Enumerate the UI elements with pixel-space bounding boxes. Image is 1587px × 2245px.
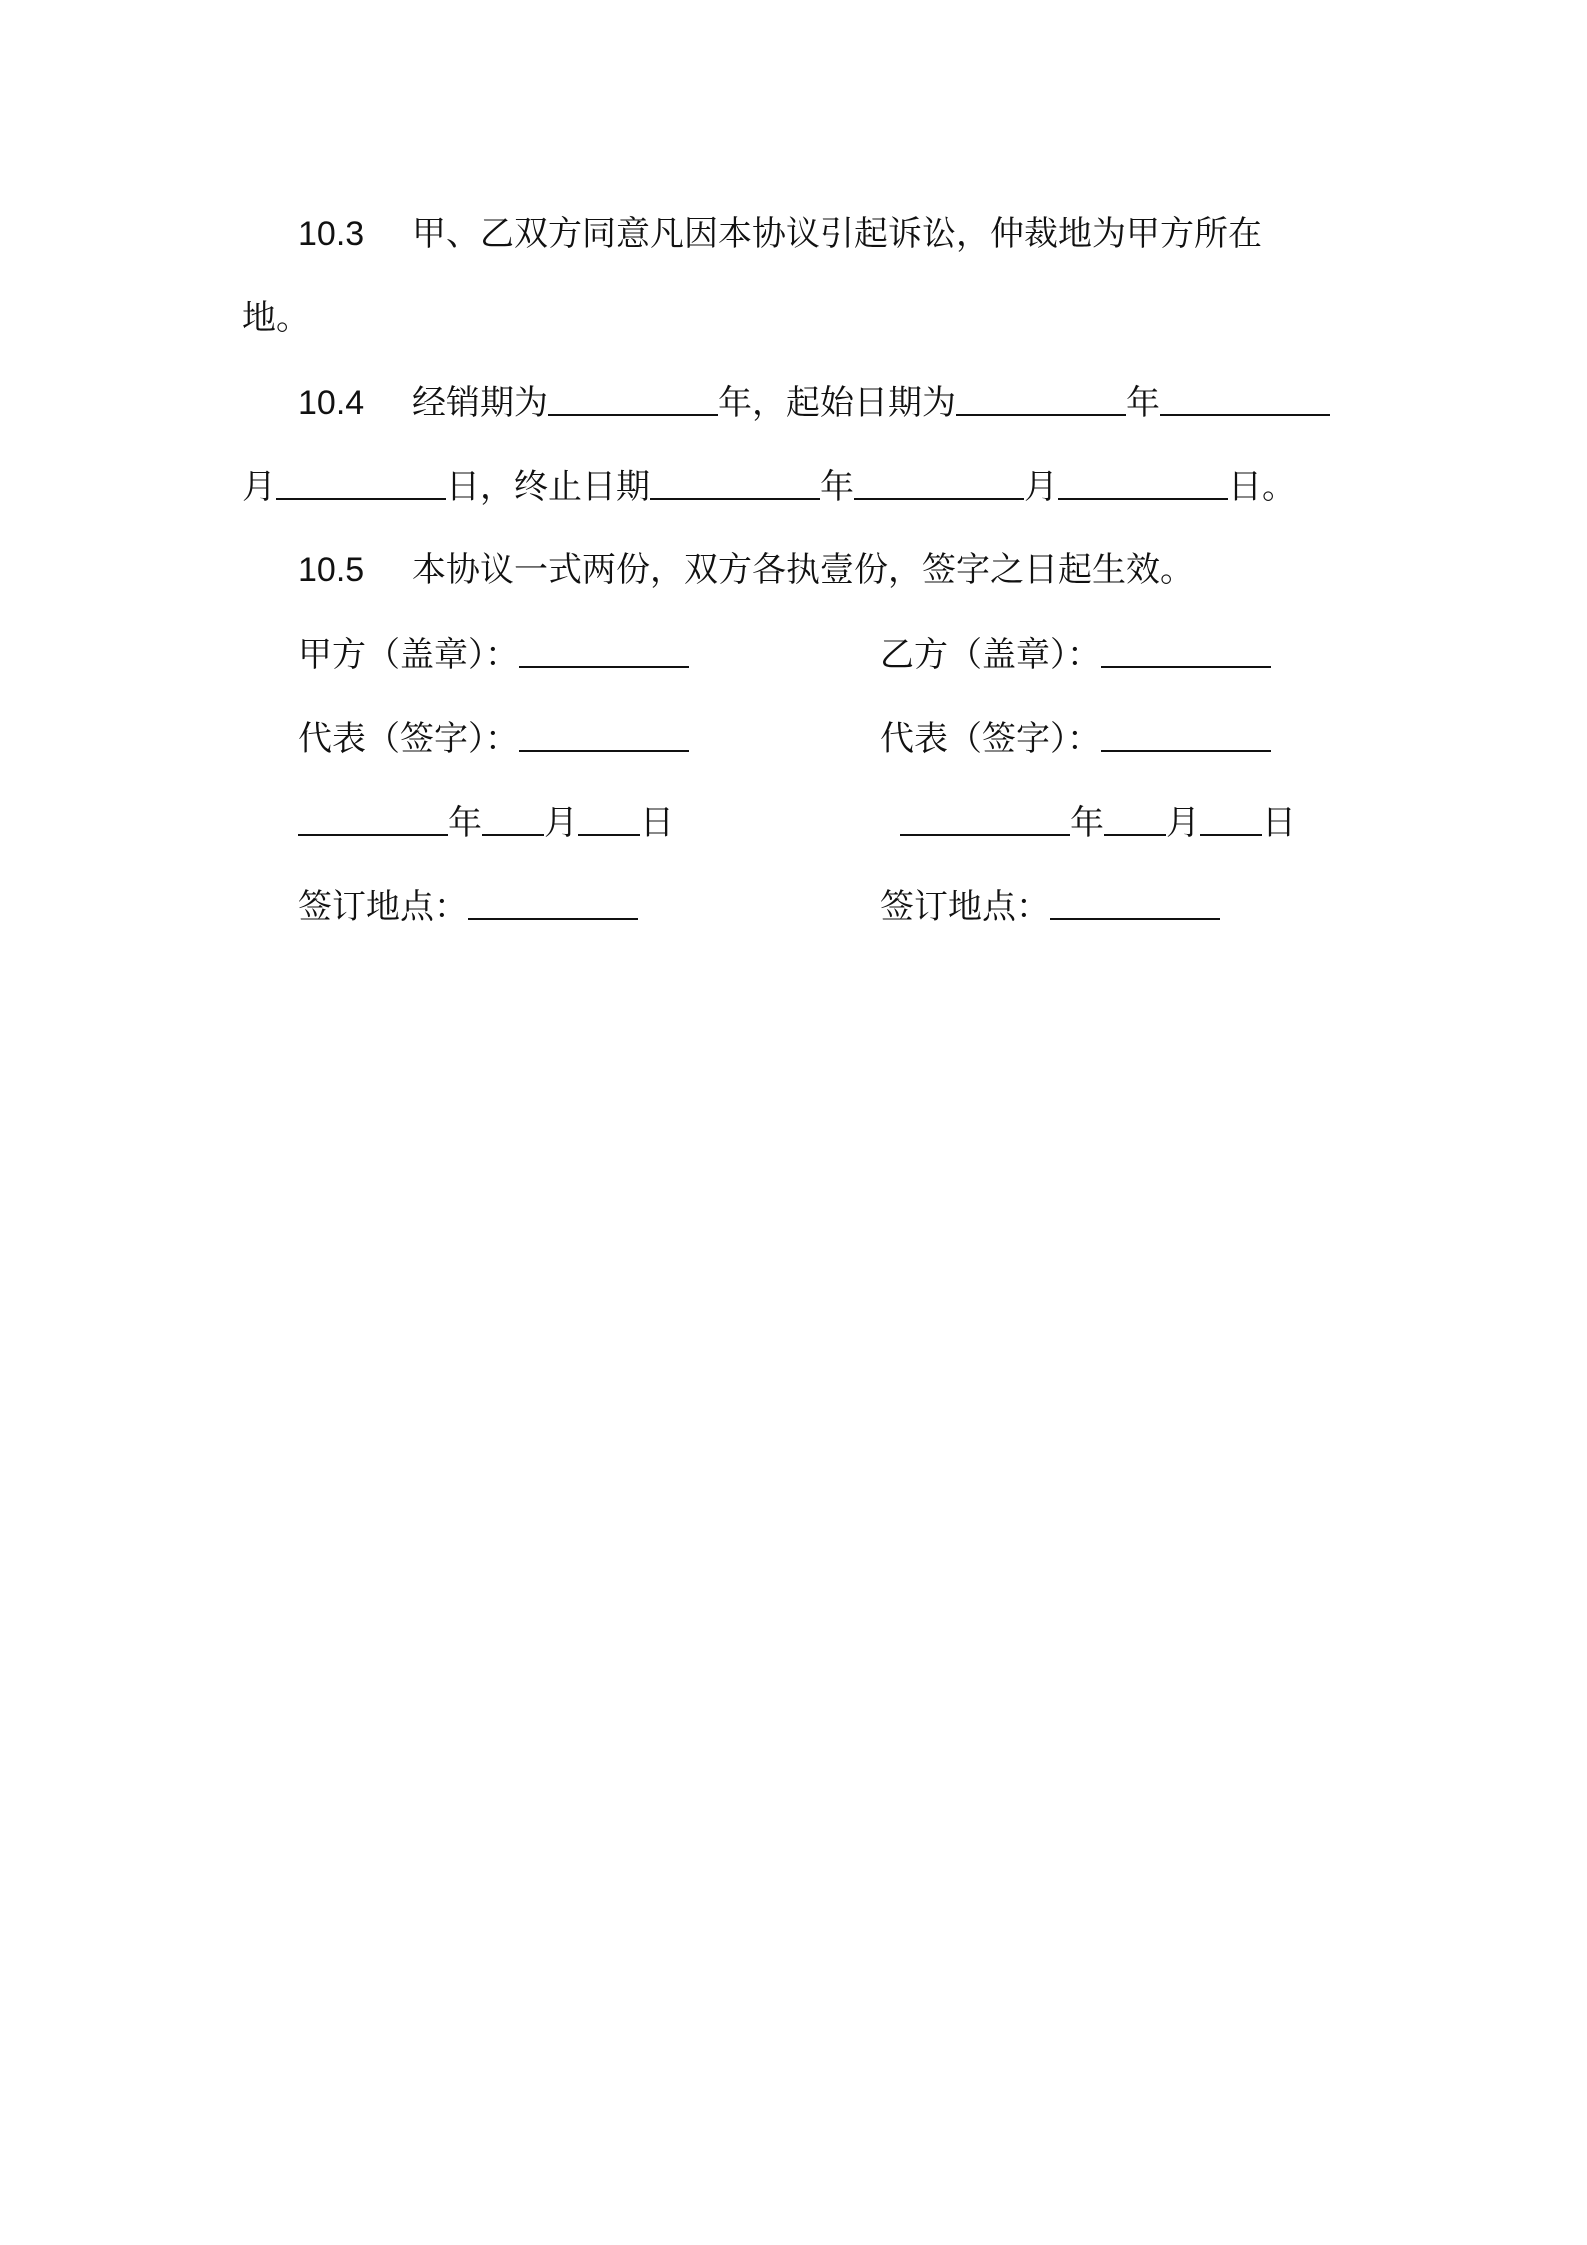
- end-month-blank[interactable]: [854, 464, 1024, 500]
- clause-number: 10.4: [298, 384, 365, 422]
- party-b-seal-row: [880, 632, 1271, 677]
- day-label: 日: [640, 803, 674, 843]
- party-a-rep-blank[interactable]: [519, 716, 689, 752]
- start-day-blank[interactable]: [276, 464, 446, 500]
- clause-text: 日，终止日期: [446, 467, 650, 507]
- end-year-blank[interactable]: [650, 464, 820, 500]
- party-b-rep-blank[interactable]: [1101, 716, 1271, 752]
- party-a-day-blank[interactable]: [578, 800, 640, 836]
- party-a-rep-row: [298, 716, 689, 761]
- party-b-month-blank[interactable]: [1104, 800, 1166, 836]
- month-label: 月: [544, 803, 578, 843]
- year-label: 年: [1070, 803, 1104, 843]
- clause-10-3-continued: [242, 296, 1352, 340]
- day-label: 日: [1262, 803, 1296, 843]
- term-years-blank[interactable]: [548, 380, 718, 416]
- clause-text: 日。: [1228, 467, 1296, 507]
- party-b-place-blank[interactable]: [1050, 884, 1220, 920]
- party-b-place-label: 签订地点：: [880, 887, 1050, 927]
- party-b-seal-blank[interactable]: [1101, 632, 1271, 668]
- party-a-seal-blank[interactable]: [519, 632, 689, 668]
- party-a-month-blank[interactable]: [482, 800, 544, 836]
- start-month-blank[interactable]: [1160, 380, 1330, 416]
- clause-number: 10.3: [298, 215, 365, 253]
- year-label: 年: [448, 803, 482, 843]
- party-b-place-row: [880, 884, 1220, 929]
- clause-text: 年: [820, 467, 854, 507]
- clause-10-3: [298, 212, 1408, 256]
- party-a-rep-label: 代表（签字）：: [298, 720, 519, 758]
- clause-text: 月: [1024, 467, 1058, 507]
- party-b-rep-label: 代表（签字）：: [880, 719, 1101, 759]
- clause-text: 地。: [242, 298, 310, 338]
- clause-text: 月: [242, 467, 276, 507]
- party-b-seal-label: 乙方（盖章）：: [880, 635, 1101, 675]
- clause-10-4: [298, 380, 1408, 425]
- clause-10-4-continued: [242, 464, 1352, 509]
- clause-number: 10.5: [298, 551, 365, 589]
- party-a-year-blank[interactable]: [298, 800, 448, 836]
- clause-text: 年，起始日期为: [718, 383, 956, 423]
- party-a-seal-row: [298, 632, 689, 677]
- clause-text: 本协议一式两份，双方各执壹份，签字之日起生效。: [412, 550, 1194, 590]
- clause-10-5: [298, 548, 1408, 592]
- party-b-rep-row: [880, 716, 1271, 761]
- party-b-year-blank[interactable]: [900, 800, 1070, 836]
- end-day-blank[interactable]: [1058, 464, 1228, 500]
- party-b-day-blank[interactable]: [1200, 800, 1262, 836]
- start-year-blank[interactable]: [956, 380, 1126, 416]
- clause-text: 年: [1126, 383, 1160, 423]
- party-a-place-blank[interactable]: [468, 884, 638, 920]
- party-a-seal-label: 甲方（盖章）：: [298, 636, 519, 674]
- party-a-place-label: 签订地点：: [298, 888, 468, 926]
- clause-text: 甲、乙双方同意凡因本协议引起诉讼，仲裁地为甲方所在: [412, 214, 1262, 254]
- clause-text: 经销期为: [412, 383, 548, 423]
- party-a-place-row: [298, 884, 638, 929]
- party-b-date-row: [900, 800, 1296, 845]
- month-label: 月: [1166, 803, 1200, 843]
- party-a-date-row: [298, 800, 674, 845]
